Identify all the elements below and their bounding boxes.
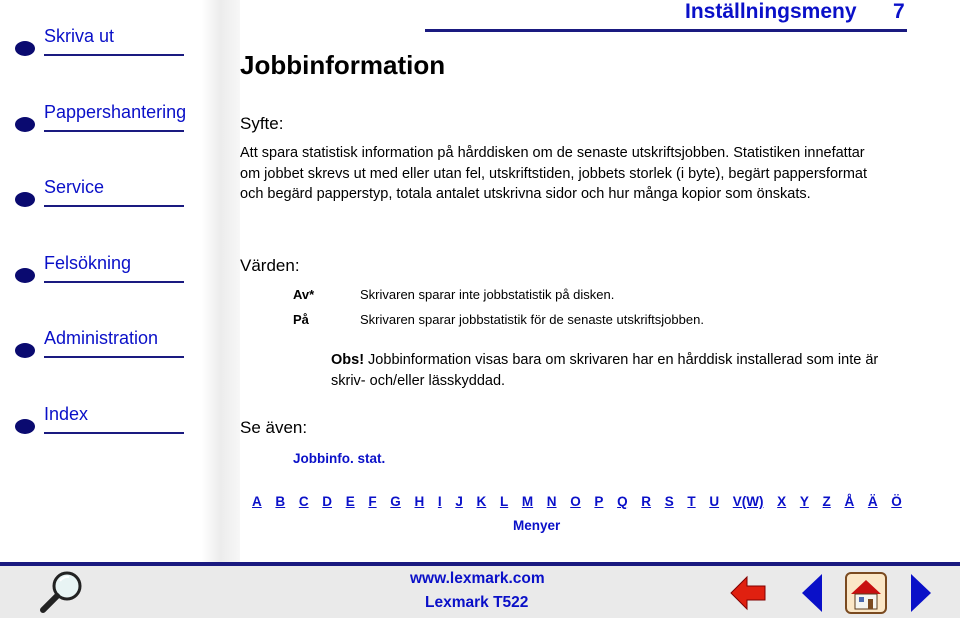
note bbox=[331, 350, 891, 392]
home-icon[interactable] bbox=[845, 572, 887, 614]
previous-page-icon[interactable] bbox=[800, 572, 824, 614]
index-letter-b[interactable]: B bbox=[275, 494, 286, 509]
index-letter-n[interactable]: N bbox=[546, 494, 557, 509]
index-letter-d[interactable]: D bbox=[322, 494, 333, 509]
index-letter-g[interactable]: G bbox=[390, 494, 401, 509]
index-letter-p[interactable]: P bbox=[594, 494, 604, 509]
index-letter-c[interactable]: C bbox=[298, 494, 309, 509]
next-page-icon[interactable] bbox=[909, 572, 933, 614]
index-letter-r[interactable]: R bbox=[641, 494, 652, 509]
sidebar-item-underline bbox=[44, 205, 184, 207]
index-letter-o-umlaut[interactable]: Ö bbox=[891, 494, 902, 509]
index-letter-t[interactable]: T bbox=[687, 494, 696, 509]
see-also-link-jobbinfo-stat[interactable]: Jobbinfo. stat. bbox=[293, 451, 386, 466]
purpose-heading: Syfte: bbox=[240, 114, 284, 133]
sidebar-item-administration[interactable] bbox=[14, 328, 184, 364]
value-description: Skrivaren sparar inte jobbstatistik på disken. bbox=[360, 287, 615, 302]
index-letter-u[interactable]: U bbox=[709, 494, 720, 509]
search-icon[interactable] bbox=[38, 569, 88, 615]
note-label: Obs! bbox=[331, 352, 365, 368]
index-letter-a-umlaut[interactable]: Ä bbox=[867, 494, 878, 509]
index-letter-k[interactable]: K bbox=[476, 494, 487, 509]
index-letter-y[interactable]: Y bbox=[799, 494, 809, 509]
index-letter-f[interactable]: F bbox=[368, 494, 377, 509]
footer-rule bbox=[0, 562, 960, 566]
index-letter-s[interactable]: S bbox=[664, 494, 674, 509]
ellipse-bullet-icon bbox=[14, 418, 36, 435]
ellipse-bullet-icon bbox=[14, 40, 36, 57]
page-number: 7 bbox=[893, 0, 905, 23]
sidebar-item-label: Index bbox=[44, 404, 89, 424]
ellipse-bullet-icon bbox=[14, 116, 36, 133]
sidebar-item-underline bbox=[44, 356, 184, 358]
index-letter-o[interactable]: O bbox=[570, 494, 581, 509]
index-letter-x[interactable]: X bbox=[777, 494, 787, 509]
sidebar-item-pappershantering[interactable] bbox=[14, 102, 187, 138]
index-letter-z[interactable]: Z bbox=[822, 494, 831, 509]
index-letter-a[interactable]: A bbox=[252, 494, 262, 509]
index-letter-l[interactable]: L bbox=[499, 494, 509, 509]
ellipse-bullet-icon bbox=[14, 191, 36, 208]
sidebar-item-underline bbox=[44, 54, 184, 56]
sidebar-item-label: Pappershantering bbox=[44, 102, 187, 122]
value-term: På bbox=[293, 312, 309, 327]
purpose-text: Att spara statistisk information på hårddisken om de senaste utskriftsjobben. Statistiken innefattar om jobbet skrevs ut med eller utan fel, utskriftstiden, jobbets storlek (i byte), begärt pappersformat och begärd papperstyp, totala antalet utskrivna sidor och hur många kopior som önskats. bbox=[240, 145, 868, 202]
index-letter-v-w[interactable]: V(W) bbox=[732, 494, 764, 509]
sidebar-item-felsokning[interactable] bbox=[14, 253, 184, 289]
website-link[interactable]: www.lexmark.com bbox=[410, 570, 545, 587]
index-letter-q[interactable]: Q bbox=[617, 494, 628, 509]
value-term: Av* bbox=[293, 287, 315, 302]
section-title: Inställningsmeny bbox=[685, 0, 857, 23]
sidebar-item-index[interactable] bbox=[14, 404, 184, 440]
sidebar-item-service[interactable] bbox=[14, 177, 184, 213]
header-rule bbox=[425, 29, 907, 32]
sidebar-item-label: Service bbox=[44, 177, 105, 197]
menus-link[interactable]: Menyer bbox=[513, 518, 561, 533]
ellipse-bullet-icon bbox=[14, 267, 36, 284]
sidebar-item-skriva-ut[interactable] bbox=[14, 26, 184, 62]
see-also-heading: Se även: bbox=[240, 418, 308, 437]
ellipse-bullet-icon bbox=[14, 342, 36, 359]
index-letter-h[interactable]: H bbox=[414, 494, 425, 509]
sidebar-item-underline bbox=[44, 432, 184, 434]
sidebar-item-underline bbox=[44, 281, 184, 283]
sidebar-item-label: Felsökning bbox=[44, 253, 132, 273]
sidebar-item-label: Skriva ut bbox=[44, 26, 115, 46]
index-letter-j[interactable]: J bbox=[455, 494, 463, 509]
note-text: Jobbinformation visas bara om skrivaren har en hårddisk installerad som inte är skriv- och/eller lässkyddad. bbox=[331, 352, 879, 389]
alphabet-index bbox=[252, 494, 902, 509]
index-letter-a-ring[interactable]: Å bbox=[844, 494, 855, 509]
index-letter-i[interactable]: I bbox=[437, 494, 442, 509]
sidebar-item-label: Administration bbox=[44, 328, 159, 348]
value-description: Skrivaren sparar jobbstatistik för de senaste utskriftsjobben. bbox=[360, 312, 704, 327]
back-arrow-icon[interactable] bbox=[729, 573, 767, 613]
index-letter-m[interactable]: M bbox=[521, 494, 534, 509]
values-heading: Värden: bbox=[240, 256, 300, 275]
index-letter-e[interactable]: E bbox=[345, 494, 355, 509]
sidebar-item-underline bbox=[44, 130, 184, 132]
page-title: Jobbinformation bbox=[240, 50, 446, 80]
printer-model: Lexmark T522 bbox=[425, 594, 529, 611]
